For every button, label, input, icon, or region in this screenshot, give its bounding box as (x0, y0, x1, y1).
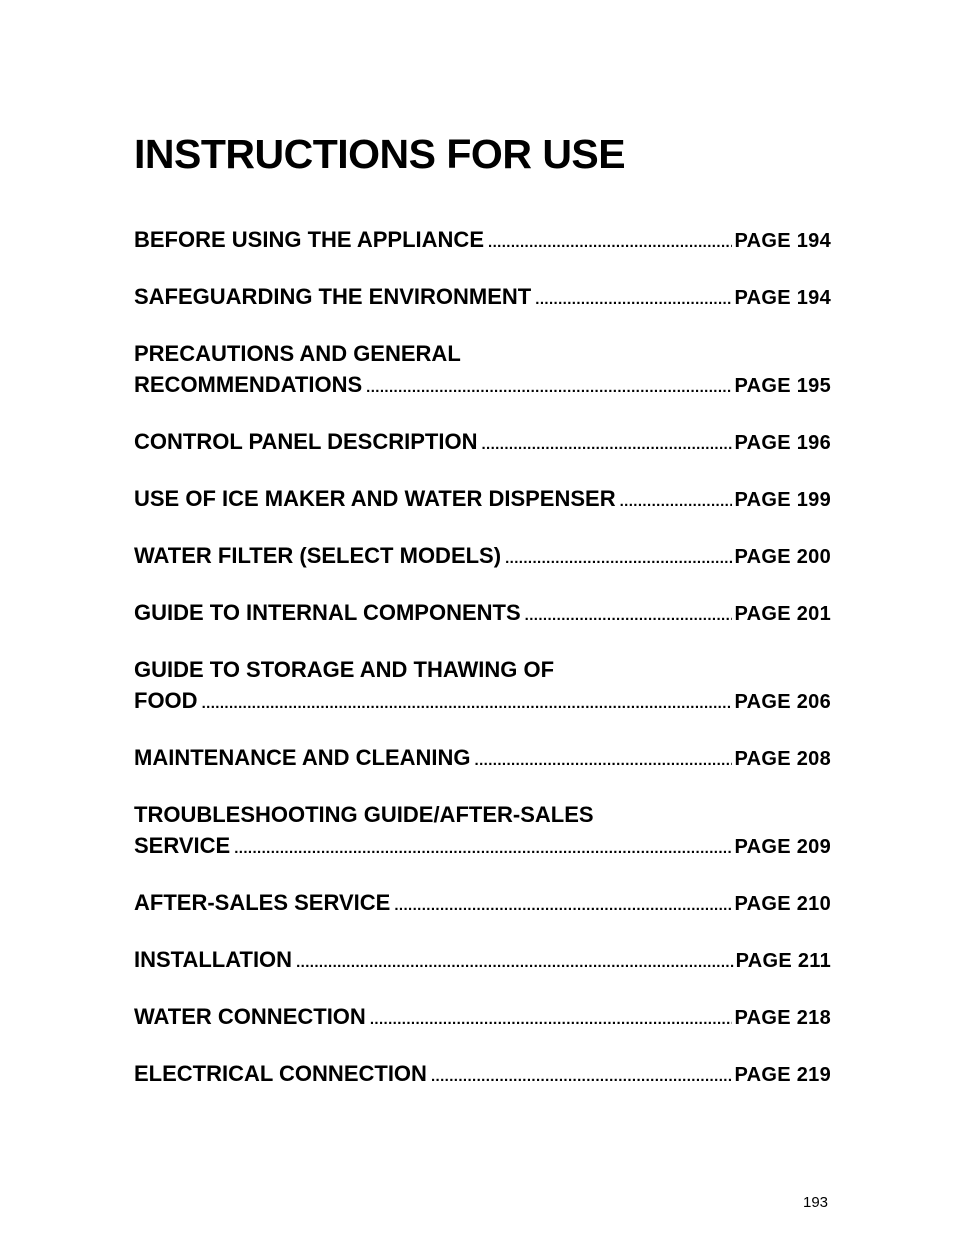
dot-leader (475, 745, 733, 776)
toc-entry-page: PAGE 194 (734, 287, 831, 309)
toc-entry-electrical-connection[interactable] (134, 1058, 831, 1092)
dot-leader (481, 429, 732, 460)
dot-leader (234, 833, 732, 864)
toc-entry-label: FOOD (134, 688, 198, 713)
dot-leader (394, 890, 732, 921)
toc-entry-page: PAGE 219 (734, 1064, 831, 1086)
toc-entry-internal-components[interactable] (134, 597, 831, 631)
toc-entry-page: PAGE 194 (734, 230, 831, 252)
table-of-contents (134, 224, 831, 1115)
toc-entry-page: PAGE 209 (734, 836, 831, 858)
toc-entry-control-panel[interactable] (134, 426, 831, 460)
dot-leader (431, 1061, 733, 1092)
toc-entry-label: RECOMMENDATIONS (134, 372, 363, 397)
toc-entry-page: PAGE 218 (734, 1007, 831, 1029)
dot-leader (505, 543, 732, 574)
toc-entry-label: GUIDE TO INTERNAL COMPONENTS (134, 600, 521, 625)
page-number: 193 (803, 1194, 829, 1211)
dot-leader (370, 1004, 733, 1035)
toc-entry-installation[interactable] (134, 944, 831, 978)
toc-entry-label: SAFEGUARDING THE ENVIRONMENT (134, 284, 532, 309)
toc-entry-before-using[interactable] (134, 224, 831, 258)
toc-entry-label: CONTROL PANEL DESCRIPTION (134, 429, 478, 454)
toc-entry-page: PAGE 201 (734, 603, 831, 625)
toc-entry-page: PAGE 195 (734, 375, 831, 397)
toc-entry-storage-thawing[interactable] (134, 654, 831, 719)
toc-entry-label-line1: TROUBLESHOOTING GUIDE/AFTER-SALES (134, 802, 594, 827)
toc-entry-label: AFTER-SALES SERVICE (134, 890, 391, 915)
dot-leader (202, 688, 733, 719)
toc-entry-label-line1: PRECAUTIONS AND GENERAL (134, 341, 461, 366)
dot-leader (535, 284, 732, 315)
dot-leader (620, 486, 733, 517)
toc-entry-ice-maker[interactable] (134, 483, 831, 517)
toc-entry-label: WATER FILTER (SELECT MODELS) (134, 543, 502, 568)
toc-entry-page: PAGE 208 (734, 748, 831, 770)
toc-entry-page: PAGE 200 (734, 546, 831, 568)
toc-entry-water-connection[interactable] (134, 1001, 831, 1035)
toc-entry-label: USE OF ICE MAKER AND WATER DISPENSER (134, 486, 616, 511)
toc-entry-troubleshooting[interactable] (134, 799, 831, 864)
toc-entry-precautions[interactable] (134, 338, 831, 403)
toc-entry-page: PAGE 206 (734, 691, 831, 713)
dot-leader (366, 372, 732, 403)
dot-leader (488, 227, 732, 258)
toc-entry-safeguarding-environment[interactable] (134, 281, 831, 315)
toc-entry-after-sales[interactable] (134, 887, 831, 921)
toc-entry-label: WATER CONNECTION (134, 1004, 366, 1029)
toc-entry-label: INSTALLATION (134, 947, 293, 972)
toc-entry-label: BEFORE USING THE APPLIANCE (134, 227, 484, 252)
toc-entry-label-line1: GUIDE TO STORAGE AND THAWING OF (134, 657, 555, 682)
toc-entry-label: SERVICE (134, 833, 231, 858)
toc-entry-page: PAGE 211 (735, 950, 831, 972)
page-title: INSTRUCTIONS FOR USE (134, 131, 626, 177)
toc-entry-page: PAGE 196 (734, 432, 831, 454)
dot-leader (525, 600, 733, 631)
toc-entry-label: ELECTRICAL CONNECTION (134, 1061, 427, 1086)
toc-entry-maintenance[interactable] (134, 742, 831, 776)
toc-entry-water-filter[interactable] (134, 540, 831, 574)
toc-entry-label: MAINTENANCE AND CLEANING (134, 745, 471, 770)
dot-leader (296, 947, 734, 978)
toc-entry-page: PAGE 199 (734, 489, 831, 511)
toc-entry-page: PAGE 210 (734, 893, 831, 915)
